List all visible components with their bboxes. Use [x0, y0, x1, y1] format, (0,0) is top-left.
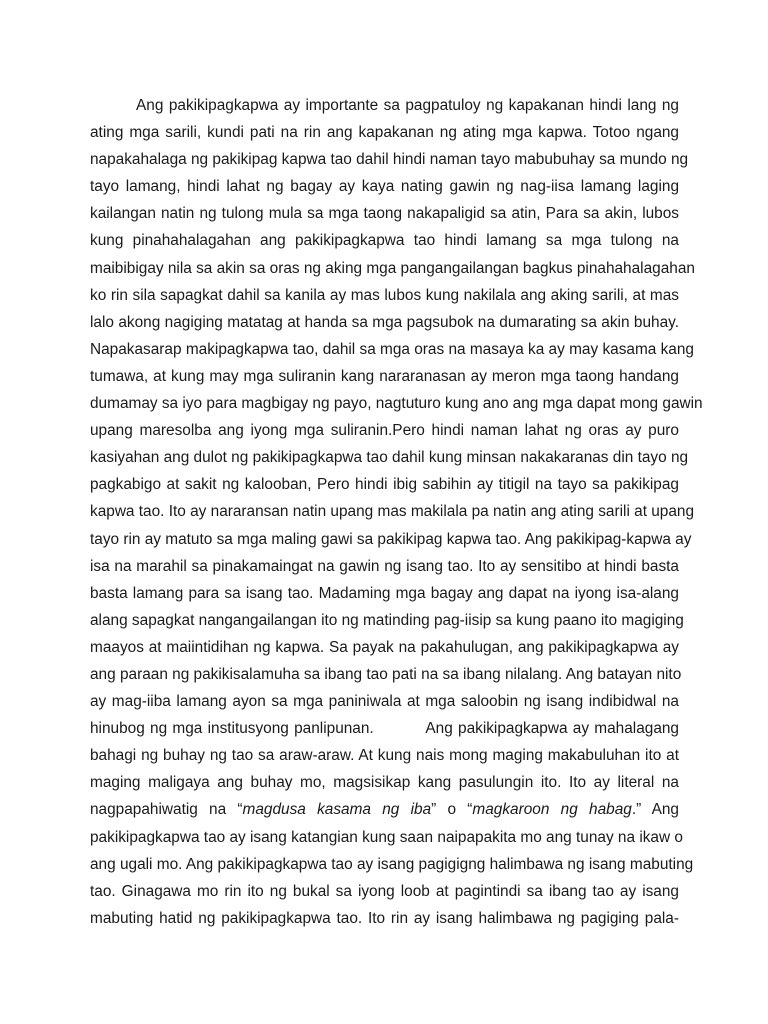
text-line: mabuting hatid ng pakikipagkapwa tao. Ito rin ay isang halimbawa ng pagiging pala-	[90, 909, 679, 927]
text-line: ating mga sarili, kundi pati na rin ang kapakanan ng ating mga kapwa. Totoo ngang	[90, 124, 679, 142]
text-line: bahagi ng buhay ng tao sa araw-araw. At kung nais mong maging makabuluhan ito at	[90, 747, 679, 765]
text-line: ang ugali mo. Ang pakikipagkapwa tao ay isang pagigigng halimbawa ng isang mabuting	[90, 855, 694, 873]
text-line: pakikipagkapwa tao ay isang katangian kung saan naipapakita mo ang tunay na ikaw o	[90, 828, 683, 846]
text-line: tao. Ginagawa mo rin ito ng bukal sa iyong loob at pagintindi sa ibang tao ay isang	[90, 882, 679, 900]
text-line: Napakasarap makipagkapwa tao, dahil sa mga oras na masaya ka ay may kasama kang	[90, 340, 694, 358]
text-line: napakahalaga ng pakikipag kapwa tao dahil hindi naman tayo mabubuhay sa mundo ng	[90, 151, 689, 169]
text-line: maging maligaya ang buhay mo, magsisikap kang pasulungin ito. Ito ay literal na	[90, 774, 679, 792]
text-line: ko rin sila sapagkat dahil sa kanila ay mas lubos kung nakilala ang aking sarili, at mas	[90, 286, 679, 304]
text-line: maayos at maiintidihan ng kapwa. Sa payak na pakahulugan, ang pakikipagkapwa ay	[90, 638, 679, 656]
text-line: pagkabigo at sakit ng kalooban, Pero hindi ibig sabihin ay titigil na tayo sa pakikipag	[90, 476, 679, 494]
text-line: tumawa, at kung may mga suliranin kang nararanasan ay meron mga taong handang	[90, 367, 679, 385]
text-line: upang maresolba ang iyong mga suliranin.Pero hindi naman lahat ng oras ay puro	[90, 422, 679, 440]
quote-italic-1: magdusa kasama ng iba	[242, 801, 432, 819]
quote-italic-2: magkaroon ng habag	[472, 801, 632, 819]
text-line: lalo akong nagiging matatag at handa sa mga pagsubok na dumarating sa akin buhay.	[90, 313, 679, 331]
quote-lead: nagpapahiwatig na “	[90, 801, 243, 819]
quote-connector: ” o “	[431, 801, 473, 819]
text-line: ay mag-iiba lamang ayon sa mga paniniwala at mga saloobin ng isang indibidwal na	[90, 693, 679, 711]
text-line: isa na marahil sa pinakamaingat na gawin ng isang tao. Ito ay sensitibo at hindi basta	[90, 557, 679, 575]
text-line: basta lamang para sa isang tao. Madaming mga bagay ang dapat na iyong isa-alang	[90, 584, 679, 602]
text-line: tayo rin ay matuto sa mga maling gawi sa pakikipag kapwa tao. Ang pakikipag-kapwa ay	[90, 530, 692, 548]
text-line: dumamay sa iyo para magbigay ng payo, nagtuturo kung ano ang mga dapat mong gawin	[90, 395, 703, 413]
text-line: Ang pakikipagkapwa ay importante sa pagpatuloy ng kapakanan hindi lang ng	[136, 97, 679, 114]
text-line: kasiyahan ang dulot ng pakikipagkapwa tao dahil kung minsan nakakaranas din tayo ng	[90, 449, 689, 467]
text-line: kung pinahahalagahan ang pakikipagkapwa tao hindi lamang sa mga tulong na	[90, 232, 679, 250]
quote-tail: .” Ang	[631, 801, 679, 819]
text-line: maibibigay nila sa akin sa oras ng aking mga pangangailangan bagkus pinahahalagahan	[90, 259, 695, 277]
text-line: alang sapagkat nangangailangan ito ng matinding pag-iisip sa kung paano ito magiging	[90, 611, 684, 629]
body-paragraph	[90, 92, 703, 932]
text-line: kapwa tao. Ito ay nararansan natin upang mas makilala pa natin ang ating sarili at upang	[90, 503, 695, 521]
text-line-quote	[90, 796, 679, 823]
text-line: ang paraan ng pakikisalamuha sa ibang tao pati na sa ibang nilalang. Ang batayan nito	[90, 665, 682, 683]
text-line: kailangan natin ng tulong mula sa mga taong nakapaligid sa atin, Para sa akin, lubos	[90, 205, 679, 223]
text-line: tayo lamang, hindi lahat ng bagay ay kaya nating gawin ng nag-iisa lamang laging	[90, 178, 679, 196]
text-line: hinubog ng mga institusyong panlipunan. Ang pakikipagkapwa ay mahalagang	[90, 720, 679, 738]
